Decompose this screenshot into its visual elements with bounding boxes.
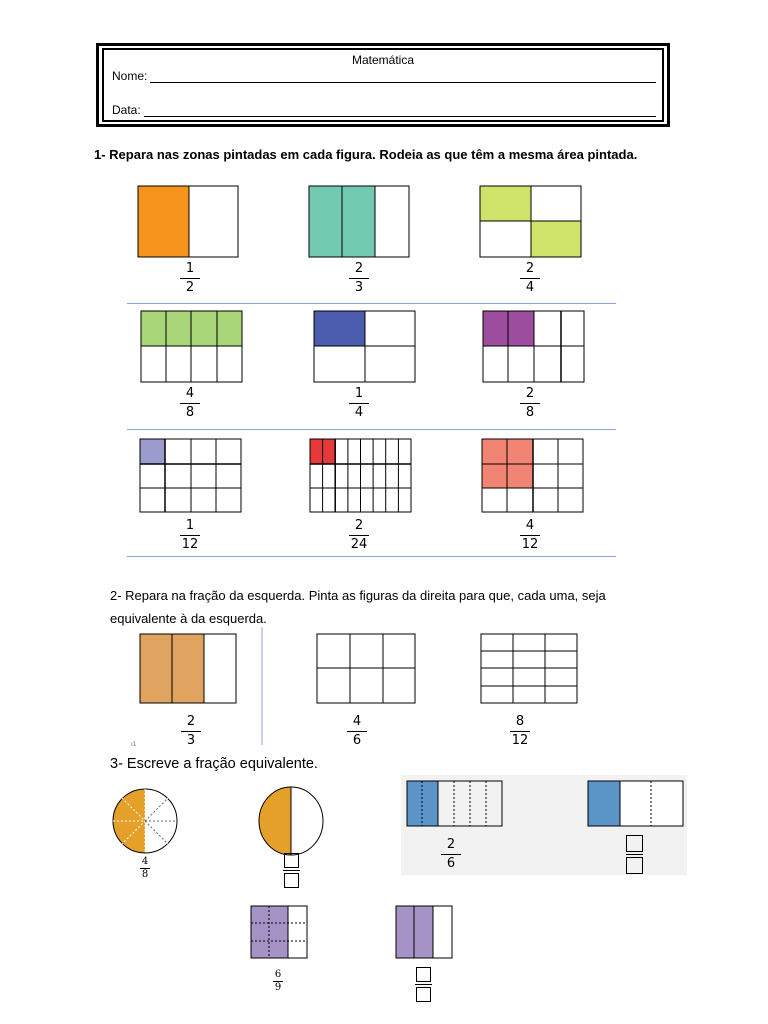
question-1-title: 1- Repara nas zonas pintadas em cada figura. Rodeia as que têm a mesma área pintada. — [94, 147, 638, 162]
fraction-label: 1 12 — [181, 518, 199, 552]
fraction-label: 6 9 — [274, 969, 282, 993]
q2-tiny-mark: ı1 — [131, 741, 137, 748]
figure-twelfths-lavender — [140, 439, 241, 512]
numerator-box[interactable] — [626, 835, 643, 852]
fraction-label: 4 8 — [170, 386, 210, 421]
q2-target-twelfths[interactable] — [481, 634, 577, 703]
q3-bar-sixths — [407, 781, 502, 826]
figure-eighths-purple — [483, 311, 584, 382]
answer-fraction-box[interactable] — [623, 835, 645, 874]
answer-fraction-box[interactable] — [280, 853, 302, 888]
fraction-label: 8 12 — [511, 714, 529, 748]
fraction-label: 1 2 — [170, 261, 210, 296]
question-2-title: 2- Repara na fração da esquerda. Pinta as figuras da direita para que, cada uma, seja equivalente à da esquerda. — [110, 588, 606, 626]
denominator-box[interactable] — [416, 987, 431, 1002]
name-label: Nome: — [112, 69, 148, 83]
fraction-label: 4 12 — [521, 518, 539, 552]
page-title: Matemática — [351, 53, 415, 67]
q3-square-thirds — [396, 906, 452, 958]
q3-bar-thirds — [588, 781, 683, 826]
figure-quarters-lime — [480, 186, 581, 257]
q3-square-ninths — [251, 906, 307, 958]
q2-target-sixths[interactable] — [317, 634, 415, 703]
fraction-label: 4 8 — [141, 856, 149, 880]
figure-quarters-blue — [314, 311, 415, 382]
date-label: Data: — [112, 103, 141, 117]
fraction-label: 2 6 — [431, 837, 471, 872]
q3-circle-halves — [259, 787, 323, 855]
denominator-box[interactable] — [626, 857, 643, 874]
q2-model-thirds — [140, 634, 236, 703]
figure-half-orange — [138, 186, 238, 257]
fraction-label: 2 3 — [171, 714, 211, 749]
numerator-box[interactable] — [416, 967, 431, 982]
fraction-label: 2 8 — [510, 386, 550, 421]
fraction-label: 2 3 — [339, 261, 379, 296]
figure-twelfths-salmon — [482, 439, 583, 512]
fraction-label: 2 4 — [510, 261, 550, 296]
fraction-label: 2 24 — [350, 518, 368, 552]
fraction-label: 4 6 — [337, 714, 377, 749]
figure-thirds-teal — [309, 186, 409, 257]
question-3-title: 3- Escreve a fração equivalente. — [110, 756, 318, 772]
figure-24ths-red — [310, 439, 411, 512]
fraction-label: 1 4 — [339, 386, 379, 421]
q3-circle-eighths — [113, 789, 177, 853]
figure-eighths-green — [141, 311, 242, 382]
denominator-box[interactable] — [284, 873, 299, 888]
answer-fraction-box[interactable] — [412, 967, 434, 1002]
numerator-box[interactable] — [284, 853, 299, 868]
